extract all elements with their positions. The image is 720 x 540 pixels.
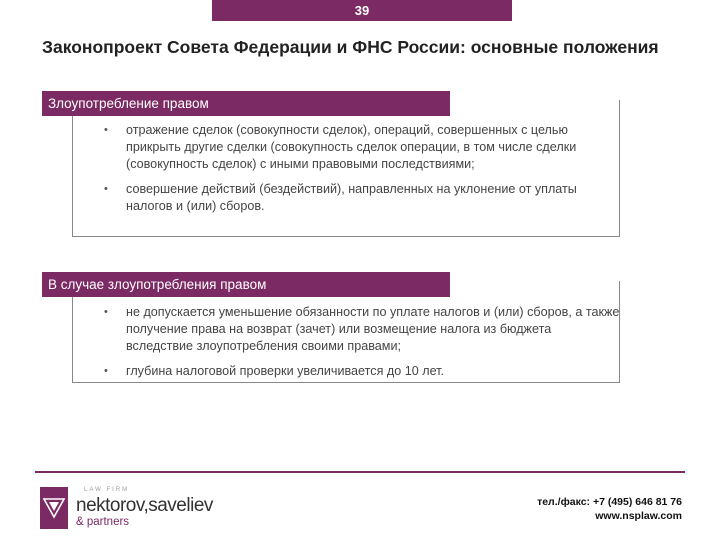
footer-divider [35, 471, 685, 473]
logo-tagline: LAW FIRM [84, 487, 130, 493]
bullet-icon: • [104, 364, 108, 377]
bullet-icon: • [104, 124, 108, 136]
footer-contacts [537, 495, 682, 523]
section-header-consequence: В случае злоупотребления правом [42, 272, 450, 297]
page-number: 39 [212, 0, 512, 21]
section-abuse-list [100, 122, 620, 222]
list-item: • совершение действий (бездействий), направленных на уклонение от уплаты налогов и (или) сборов. [104, 181, 577, 213]
list-item: • отражение сделок (совокупности сделок), операций, совершенных с целью прикрыть другие сделки (совокупность сделок операции, в том числе сделки (совокупность сделок) с иными правовыми последствиями; [104, 123, 577, 172]
logo-name: nektorov,saveliev [76, 495, 213, 516]
list-item: • глубина налоговой проверки увеличивается до 10 лет. [100, 363, 620, 380]
section-header-abuse: Злоупотребление правом [42, 91, 450, 116]
company-logo [40, 487, 240, 529]
logo-partners: & partners [76, 516, 130, 528]
page-title: Законопроект Совета Федерации и ФНС России: основные положения [42, 37, 659, 57]
section-consequence-list [100, 304, 620, 387]
website-link[interactable]: www.nsplaw.com [595, 510, 682, 522]
list-item: • не допускается уменьшение обязанности по уплате налогов и (или) сборов, а также получение права на возврат (зачет) или возмещение налога из бюджета вследствие злоупотребления своими правами; [104, 305, 620, 354]
phone-fax: тел./факс: +7 (495) 646 81 76 [537, 496, 682, 508]
bullet-icon: • [104, 182, 108, 195]
logo-shield-icon [40, 487, 68, 529]
bullet-icon: • [104, 306, 108, 318]
